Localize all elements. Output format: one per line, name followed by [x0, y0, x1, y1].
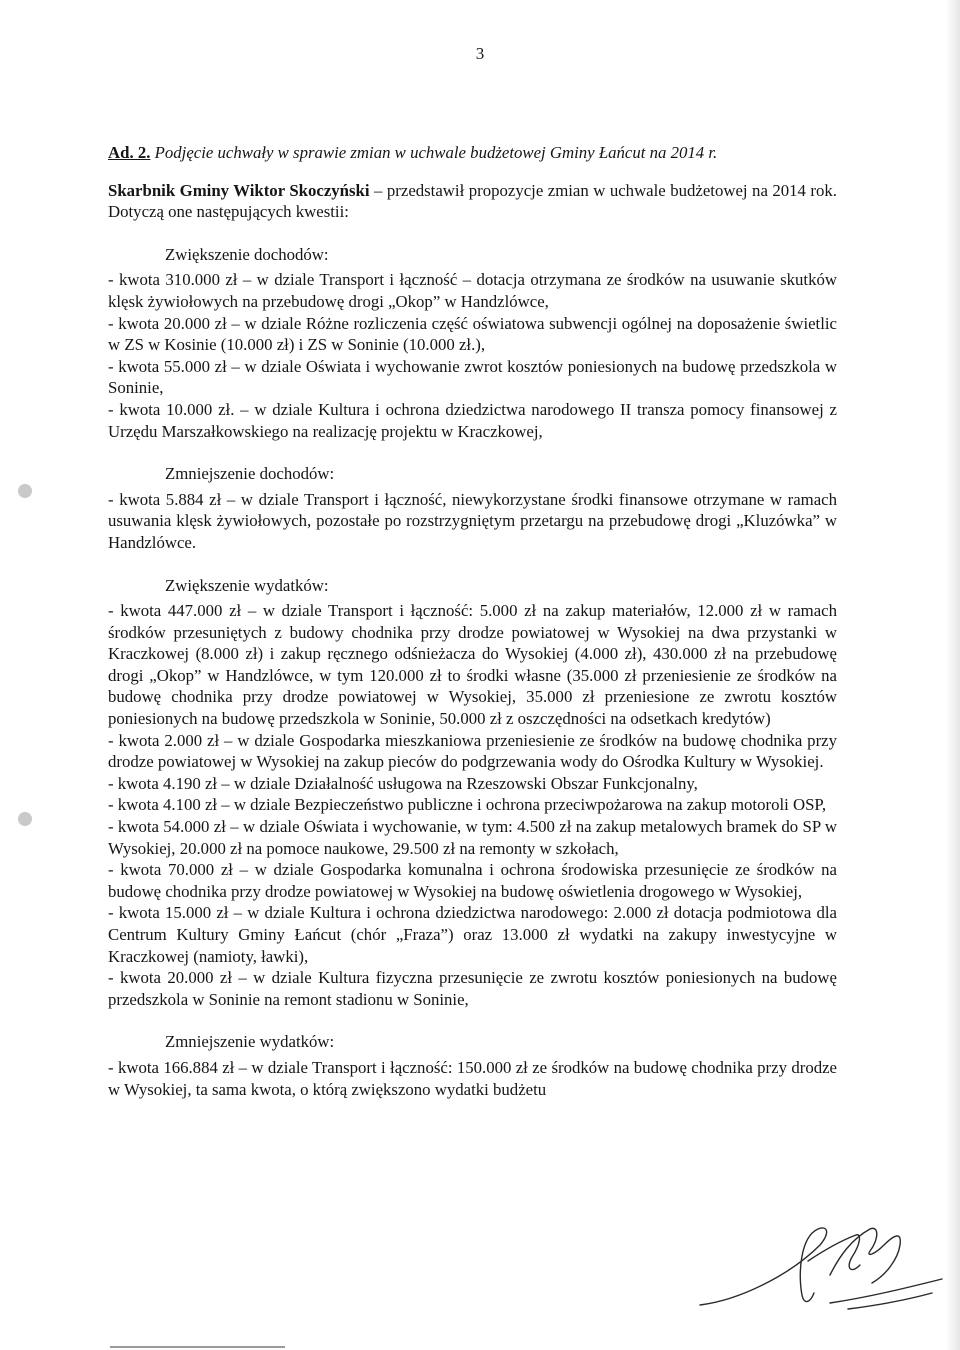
- agenda-item-label: Ad. 2.: [108, 143, 151, 162]
- list-item: - kwota 447.000 zł – w dziale Transport i łączność: 5.000 zł na zakup materiałów, 12.000 zł w ramach środków przesuniętych z budowy chodnika przy drodze powiatowej w Wysokiej na dwa przystanki w Kraczkowej (8.000 zł) i zakup ręcznego odśnieżacza do Wysokiej (4.000 zł), 430.000 zł na przebudowę drogi „Okop” w Handzlówce, w tym 120.000 zł to środki własne (35.000 zł przeniesienie ze środków na budowę chodnika przy drodze powiatowej w Wysokiej, 35.000 zł przeniesione ze zwrotu kosztów poniesionych na budowę przedszkola w Soninie, 50.000 zł z oszczędności na odsetkach kredytów): [108, 601, 837, 729]
- bottom-rule: [110, 1346, 285, 1348]
- section-expense-increase: [108, 575, 837, 1011]
- list-item: - kwota 20.000 zł – w dziale Kultura fizyczna przesunięcie ze zwrotu kosztów poniesionych na budowę przedszkola w Soninie na remont stadionu w Soninie,: [108, 968, 837, 1009]
- list-item: - kwota 4.190 zł – w dziale Działalność usługowa na Rzeszowski Obszar Funkcjonalny,: [108, 773, 698, 793]
- section-income-decrease: [108, 463, 837, 553]
- list-item: - kwota 20.000 zł – w dziale Różne rozliczenia część oświatowa subwencji ogólnej na doposażenie świetlic w ZS w Kosinie (10.000 zł) i ZS w Soninie (10.000 zł.),: [108, 313, 837, 355]
- punch-hole-upper: [18, 484, 32, 498]
- list-item: - kwota 166.884 zł – w dziale Transport i łączność: 150.000 zł ze środków na budowę chodnika przy drodze w Wysokiej, ta sama kwota, o którą zwiększono wydatki budżetu: [108, 1057, 837, 1099]
- signature-image: [680, 1205, 950, 1325]
- list-item: - kwota 70.000 zł – w dziale Gospodarka komunalna i ochrona środowiska przesunięcie ze środków na budowę chodnika przy drodze powiatowej w Wysokiej na budowę oświetlenia drogowego w Wysokiej,: [108, 860, 837, 901]
- list-item: - kwota 5.884 zł – w dziale Transport i łączność, niewykorzystane środki finansowe otrzymane w ramach usuwania klęsk żywiołowych, pozostałe po rozstrzygniętym przetargu na przebudowę drogi „Kluzówka” w Handzlówce.: [108, 489, 837, 552]
- list-item: - kwota 15.000 zł – w dziale Kultura i ochrona dziedzictwa narodowego: 2.000 zł dotacja podmiotowa dla Centrum Kultury Gminy Łańcut (chór „Fraza”) oraz 13.000 zł wydatki na zakupy inwestycyjne w Kraczkowej (namioty, ławki),: [108, 903, 837, 966]
- list-item: - kwota 55.000 zł – w dziale Oświata i wychowanie zwrot kosztów poniesionych na budowę przedszkola w Soninie,: [108, 356, 837, 398]
- section-title: Zmniejszenie wydatków:: [165, 1032, 335, 1052]
- intro-paragraph: [108, 180, 837, 223]
- agenda-heading: [108, 142, 837, 164]
- page-number: 3: [475, 44, 485, 63]
- list-item: - kwota 10.000 zł. – w dziale Kultura i ochrona dziedzictwa narodowego II transza pomocy finansowej z Urzędu Marszałkowskiego na realizację projektu w Kraczkowej,: [108, 399, 837, 441]
- intro-text: – przedstawił propozycje zmian w uchwale budżetowej na 2014 rok. Dotyczą one następujących kwestii:: [108, 180, 837, 222]
- list-item: - kwota 2.000 zł – w dziale Gospodarka mieszkaniowa przeniesienie ze środków na budowę chodnika przy drodze powiatowej w Wysokiej na zakup pieców do podgrzewania wody do Ośrodka Kultury w Wysokiej.: [108, 730, 837, 772]
- section-title: Zmniejszenie dochodów:: [165, 464, 335, 484]
- speaker-name: Skarbnik Gminy Wiktor Skoczyński: [108, 180, 370, 200]
- page-edge-shadow: [946, 0, 960, 1350]
- punch-hole-lower: [18, 812, 32, 826]
- document-body: [108, 142, 837, 1100]
- list-item: - kwota 54.000 zł – w dziale Oświata i wychowanie, w tym: 4.500 zł na zakup metalowych bramek do SP w Wysokiej, 20.000 zł na pomoce naukowe, 29.500 zł na remonty w szkołach,: [108, 817, 837, 858]
- list-item: - kwota 4.100 zł – w dziale Bezpieczeństwo publiczne i ochrona przeciwpożarowa na zakup motoroli OSP,: [108, 795, 827, 815]
- section-expense-decrease: [108, 1031, 837, 1100]
- section-title: Zwiększenie wydatków:: [165, 575, 329, 595]
- section-income-increase: [108, 244, 837, 442]
- list-item: - kwota 310.000 zł – w dziale Transport i łączność – dotacja otrzymana ze środków na usuwanie skutków klęsk żywiołowych na przebudowę drogi „Okop” w Handzlówce,: [108, 270, 837, 311]
- agenda-item-title: Podjęcie uchwały w sprawie zmian w uchwale budżetowej Gminy Łańcut na 2014 r.: [154, 143, 718, 162]
- section-title: Zwiększenie dochodów:: [165, 244, 329, 264]
